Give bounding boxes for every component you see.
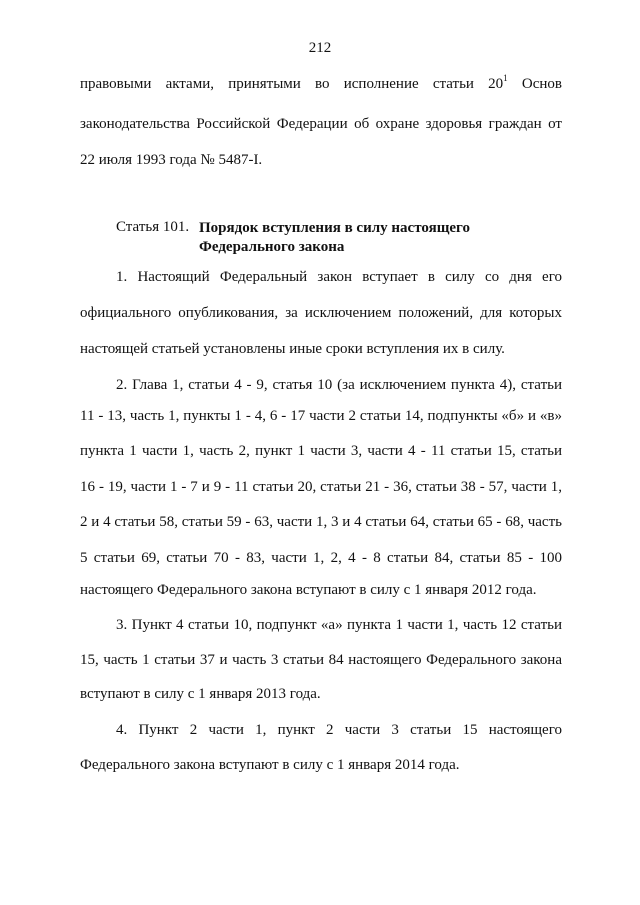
intro-line-1-text: правовыми актами, принятыми во исполнение статьи 20 bbox=[80, 76, 504, 92]
paragraph-4-line-2: Федерального закона вступают в силу с 1 января 2014 года. bbox=[80, 757, 460, 773]
paragraph-2-line-5: 2 и 4 статьи 58, статьи 59 - 63, части 1, 3 и 4 статьи 64, статьи 65 - 68, часть bbox=[80, 514, 562, 530]
paragraph-2-line-3: пункта 1 части 1, часть 2, пункт 1 части 3, части 4 - 11 статьи 15, статьи bbox=[80, 443, 562, 459]
paragraph-2-line-6: 5 статьи 69, статьи 70 - 83, части 1, 2, 4 - 8 статьи 84, статьи 85 - 100 bbox=[80, 550, 562, 566]
article-title-line-2: Федерального закона bbox=[199, 239, 345, 255]
paragraph-2-line-1: 2. Глава 1, статьи 4 - 9, статья 10 (за исключением пункта 4), статьи bbox=[116, 377, 562, 393]
paragraph-3-line-3: вступают в силу с 1 января 2013 года. bbox=[80, 686, 321, 702]
intro-line-1-tail: Основ bbox=[507, 76, 562, 92]
paragraph-3-line-2: 15, часть 1 статьи 37 и часть 3 статьи 84 настоящего Федерального закона bbox=[80, 652, 562, 668]
article-label: Статья 101. bbox=[116, 219, 190, 235]
article-title bbox=[199, 219, 470, 257]
intro-line-2: законодательства Российской Федерации об охране здоровья граждан от bbox=[80, 116, 562, 132]
footnote-superscript: 1 bbox=[503, 73, 508, 83]
paragraph-4-line-1: 4. Пункт 2 части 1, пункт 2 части 3 статьи 15 настоящего bbox=[116, 722, 562, 738]
paragraph-2-line-4: 16 - 19, части 1 - 7 и 9 - 11 статьи 20, статьи 21 - 36, статьи 38 - 57, части 1, bbox=[80, 479, 562, 495]
paragraph-1-line-2: официального опубликования, за исключением положений, для которых bbox=[80, 305, 562, 321]
paragraph-1-line-3: настоящей статьей установлены иные сроки вступления их в силу. bbox=[80, 341, 505, 357]
paragraph-3-line-1: 3. Пункт 4 статьи 10, подпункт «а» пункта 1 части 1, часть 12 статьи bbox=[116, 617, 562, 633]
intro-line-3: 22 июля 1993 года № 5487-I. bbox=[80, 152, 263, 168]
page-number: 212 bbox=[308, 40, 332, 56]
paragraph-2-line-2: 11 - 13, часть 1, пункты 1 - 4, 6 - 17 части 2 статьи 14, подпункты «б» и «в» bbox=[80, 408, 562, 424]
paragraph-2-line-7: настоящего Федерального закона вступают в силу с 1 января 2012 года. bbox=[80, 582, 537, 598]
paragraph-1-line-1: 1. Настоящий Федеральный закон вступает в силу со дня его bbox=[116, 269, 562, 285]
article-title-line-1: Порядок вступления в силу настоящего bbox=[199, 220, 470, 236]
intro-line-1 bbox=[80, 73, 562, 93]
